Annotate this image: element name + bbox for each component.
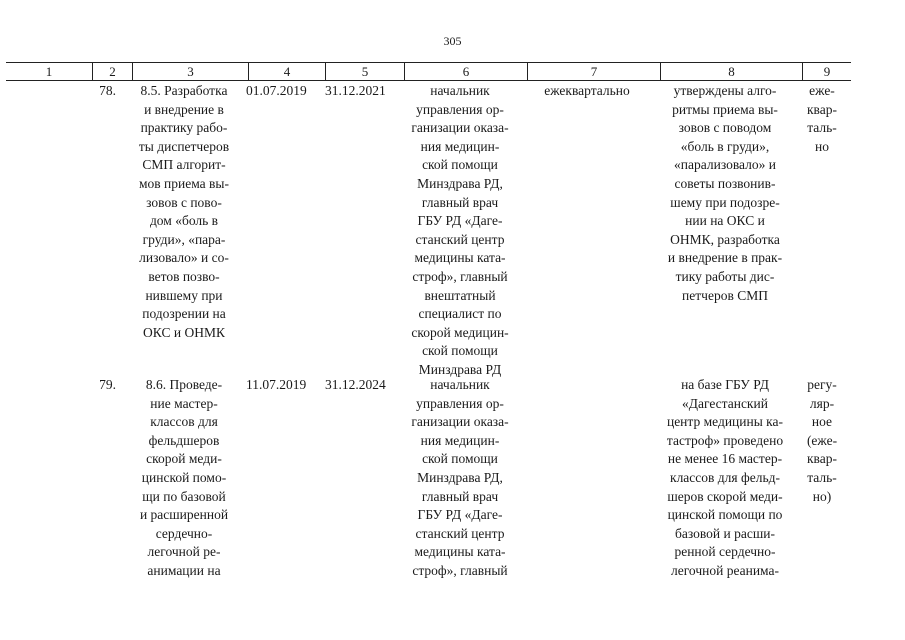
header-col-4: 4 <box>248 63 325 80</box>
header-col-2: 2 <box>92 63 132 80</box>
result-cell: утверждены алго- ритмы приема вы- зовов с поводом «боль в груди», «парализовало» и советы позвонив- шему при подозре- нии на ОКС и ОНМК, разработка и внедрение в прак- тику работы дис- петчеров СМП <box>667 83 783 303</box>
header-col-1: 1 <box>45 64 53 79</box>
row-number: 79. <box>99 377 116 392</box>
table-header-row <box>6 62 851 81</box>
responsible-cell: начальник управления ор- ганизации оказа- ния медицин- ской помощи Минздрава РД, главный врач ГБУ РД «Даге- станский центр медицины ката- строф», главный внештатный специалист по скорой медицин- ской помощи Минздрава РД <box>411 83 509 377</box>
reporting-cell: регу- ляр- ное (еже- квар- таль- но) <box>806 377 838 504</box>
responsible-cell: начальник управления ор- ганизации оказа- ния медицин- ской помощи Минздрава РД, главный врач ГБУ РД «Даге- станский центр медицины ката- строф», главный <box>411 377 509 578</box>
header-col-8: 8 <box>660 63 802 80</box>
activity-cell: 8.5. Разработка и внедрение в практику рабо- ты диспетчеров СМП алгорит- мов приема вы- зовов с пово- дом «боль в груди», «пара- лизовало» и со- ветов позво- нившему при подозрении на ОКС и ОНМК <box>138 83 230 340</box>
start-date-cell: 11.07.2019 <box>246 377 307 392</box>
result-cell: на базе ГБУ РД «Дагестанский центр медицины ка- тастроф» проведено не менее 16 мастер- классов для фельд- шеров скорой меди- цинской помощи по базовой и расши- ренной сердечно- легочной реанима- <box>666 377 784 578</box>
periodicity-cell: ежеквартально <box>544 83 630 98</box>
header-col-6: 6 <box>404 63 527 80</box>
header-col-3: 3 <box>132 63 248 80</box>
row-number: 78. <box>99 83 116 98</box>
end-date-cell: 31.12.2021 <box>325 83 386 98</box>
header-col-7: 7 <box>527 63 660 80</box>
page-number: 305 <box>443 34 462 48</box>
reporting-cell: еже- квар- таль- но <box>807 83 837 154</box>
header-col-9: 9 <box>802 63 851 80</box>
header-col-5: 5 <box>325 63 404 80</box>
activity-cell: 8.6. Проведе- ние мастер- классов для фельдшеров скорой меди- цинской помо- щи по базовой и расширенной сердечно- легочной ре- анимации на <box>139 377 229 578</box>
start-date-cell: 01.07.2019 <box>246 83 307 98</box>
end-date-cell: 31.12.2024 <box>325 377 386 392</box>
